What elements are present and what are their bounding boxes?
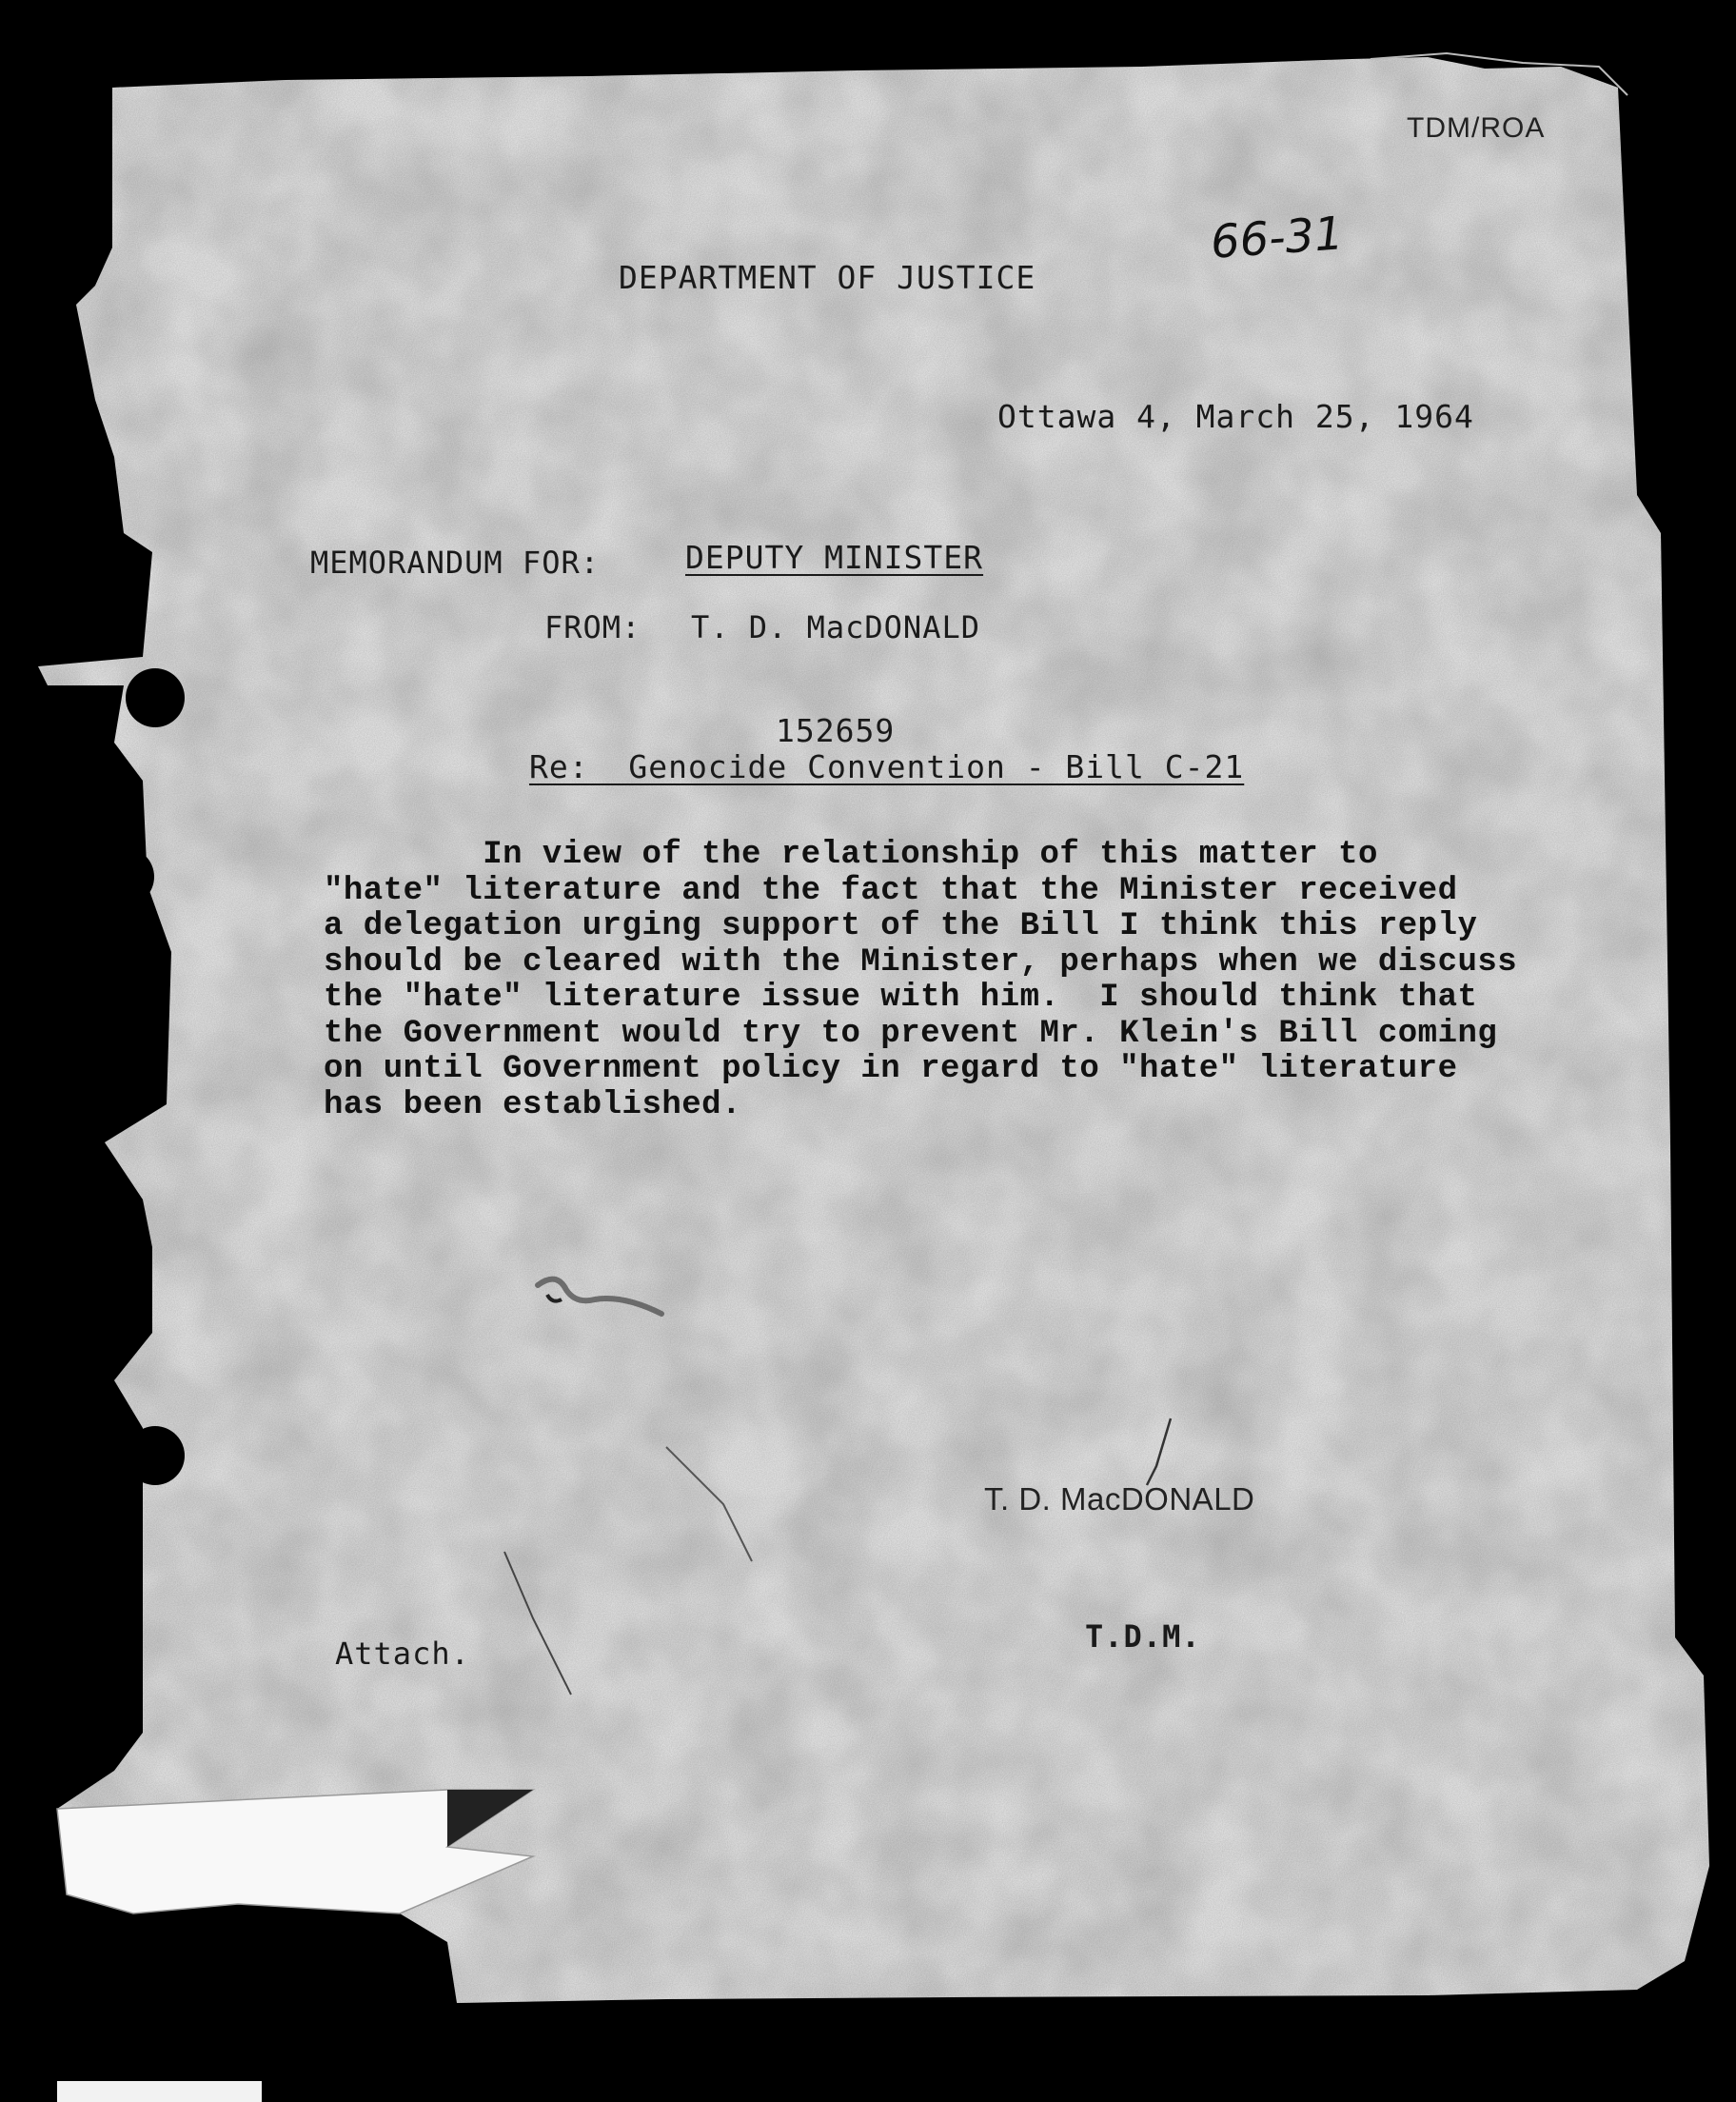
corner-reference: TDM/ROA: [1407, 112, 1546, 144]
subject-line: Re: Genocide Convention - Bill C-21: [529, 748, 1245, 785]
from-label: FROM:: [544, 609, 641, 645]
date-line: Ottawa 4, March 25, 1964: [997, 398, 1474, 435]
smudge-mark: [528, 1266, 681, 1352]
from-value: T. D. MacDONALD: [691, 609, 980, 645]
body-line: a delegation urging support of the Bill I think this reply: [324, 908, 1478, 944]
punch-hole: [126, 1426, 185, 1485]
memo-for-label: MEMORANDUM FOR:: [310, 545, 600, 581]
body-line: In view of the relationship of this matter to: [324, 837, 1378, 873]
body-line: the "hate" literature issue with him. I should think that: [324, 980, 1478, 1016]
body-line: on until Government policy in regard to "hate" literature: [324, 1051, 1458, 1087]
punch-hole: [126, 668, 185, 727]
file-number-handwritten: 66-31: [1209, 207, 1346, 269]
memo-for-value: DEPUTY MINISTER: [685, 539, 984, 576]
signature-name: T. D. MacDONALD: [984, 1481, 1255, 1517]
punch-hole: [95, 847, 154, 906]
memo-body: [324, 838, 1589, 1123]
department-heading: DEPARTMENT OF JUSTICE: [619, 259, 1036, 296]
reference-number: 152659: [776, 712, 896, 749]
body-line: should be cleared with the Minister, perhaps when we discuss: [324, 943, 1518, 981]
body-line: has been established.: [324, 1086, 741, 1123]
attachment-note: Attach.: [335, 1636, 470, 1672]
body-line: the Government would try to prevent Mr. Klein's Bill coming: [324, 1015, 1498, 1052]
body-line: "hate" literature and the fact that the Minister received: [324, 872, 1458, 909]
signature-initials: T.D.M.: [1085, 1618, 1201, 1655]
